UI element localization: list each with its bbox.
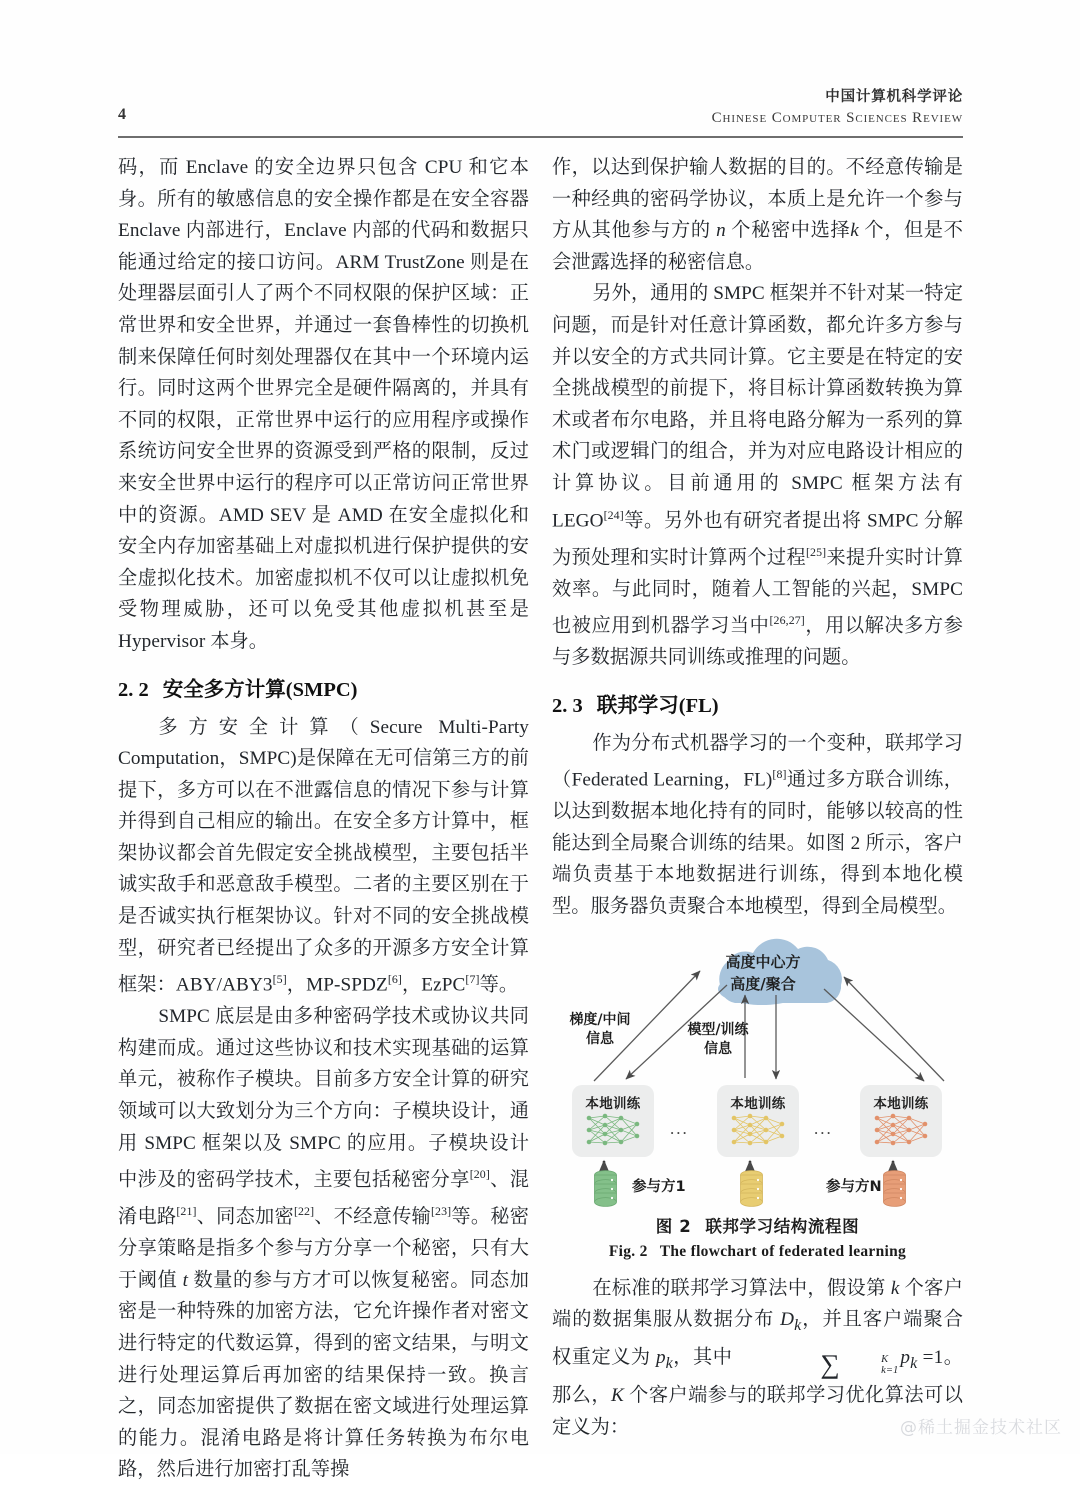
section-number: 2. 2: [118, 678, 149, 701]
citation-ref: [22]: [293, 1204, 315, 1219]
text-run: 、混淆电路: [118, 1169, 529, 1228]
text-run: 个客户端的数据集服从数据分布: [552, 1277, 963, 1331]
citation-ref: [8]: [772, 767, 787, 782]
summation-lower-limit: k=1: [881, 1364, 899, 1376]
citation-ref: [5]: [272, 972, 287, 987]
page-number: 4: [118, 106, 126, 123]
text-run: 来提升实时计算效率。与此同时，随着人工智能的兴起，SMPC 也被应用到机器学习当中: [552, 546, 963, 637]
ellipsis-left: ...: [670, 1118, 689, 1138]
figure-title-en: The flowchart of federated learning: [659, 1242, 907, 1260]
math-variable-n: n: [716, 220, 726, 242]
math-subscript-k: k: [794, 1317, 802, 1335]
citation-ref: [21]: [176, 1204, 197, 1219]
text-run: 通过多方联合训练，以达到数据本地化持有的同时，能够以较高的性能达到全局聚合训练的结果。如图 2 所示，客户端负责基于本地数据进行训练，得到本地化模型。服务器负责聚合本地模型，得到全局模型。: [552, 769, 964, 918]
neural-network-icon: [869, 1111, 933, 1149]
header-divider: [118, 136, 963, 138]
citation-ref: [20]: [469, 1167, 490, 1182]
citation-ref: [7]: [465, 972, 480, 987]
text-run: 数量的参与方才可以恢复秘密。同态加密是一种特殊的加密方法，它允许操作者对密文进行特定的代数运算，得到的密文结果，与明文进行处理运算后再加密的结果保持一致。换言之，同态加密提供了数据在密文域进行处理运算的能力。混淆电路是将计算任务转换为布尔电路，然后进行加密打乱等操: [118, 1269, 529, 1481]
edge-label-gradient: [558, 1011, 642, 1049]
figure-2-canvas: [552, 933, 963, 1211]
math-subscript-k: k: [665, 1354, 673, 1372]
text-run: 个，但是不会泄露选择的秘密信息。: [552, 220, 963, 273]
math-subscript-k: k: [910, 1354, 918, 1372]
text-run: 个秘密中选择: [725, 220, 851, 242]
text-run: 个客户端参与的联邦学习优化算法可以定义为：: [552, 1384, 963, 1438]
text-run: 等。: [479, 974, 519, 996]
text-run: 另外，通用的 SMPC 框架并不针对某一特定问题，而是针对任意计算函数，都允许多方参与并以安全的方式共同计算。它主要是在特定的安全挑战模型的前提下，将目标计算函数转换为算术或者布尔电路，并且将电路分解为一系列的算术门或逻辑门的组合，并为对应电路设计相应的计算协议。目前通用的 SMPC 框架方法有 LEGO: [552, 283, 963, 531]
figure-caption-en: [552, 1243, 963, 1261]
citation-ref: [24]: [603, 507, 624, 522]
section-title: 联邦学习(FL): [596, 694, 719, 717]
math-variable-k: k: [890, 1277, 900, 1299]
local-training-label: 本地训练: [873, 1095, 929, 1112]
neural-network-icon: [581, 1111, 645, 1149]
figure-label-cn: 图 2: [655, 1216, 692, 1236]
math-variable-K: K: [610, 1384, 624, 1406]
text-run: 等。另外也有研究者提出将 SMPC 分解为预处理和实时计算两个过程: [552, 509, 963, 568]
edge-label-model: [676, 1021, 760, 1059]
database-icon-2: [738, 1169, 765, 1209]
edge-label-line2: 信息: [704, 1040, 732, 1057]
database-icon-1: [592, 1169, 619, 1209]
local-training-label: 本地训练: [585, 1095, 641, 1112]
arrow-cloud-to-nodeN: [824, 989, 924, 1081]
citation-ref: [23]: [431, 1204, 452, 1219]
text-run: ，其中: [672, 1346, 738, 1368]
math-variable-p: p: [655, 1346, 666, 1368]
arrow-nodeN-to-cloud: [844, 977, 944, 1081]
citation-ref: [6]: [387, 972, 402, 987]
section-heading-2-3: [552, 689, 963, 722]
citation-ref: [25]: [806, 544, 827, 559]
local-training-node-n: [860, 1085, 942, 1157]
party-label-1: 参与方1: [632, 1178, 686, 1195]
section-heading-2-2: [118, 673, 529, 706]
text-run: 在标准的联邦学习算法中，假设第: [592, 1277, 891, 1299]
paragraph-tee-continued: 码，而 Enclave 的安全边界只包含 CPU 和它本身。所有的敏感信息的安全操作都是在安全容器 Enclave 内部进行，Enclave 内部的代码和数据只能通过给定的接口访问。ARM TrustZone 则是在处理器层面引人了两个不同权限的保护区域：正常世界和安全世界，并通过一套鲁棒性的切换机制来保障任何时刻处理器仅在其中一个环境内运行。同时这两个世界完全是硬件隔离的，并具有不同的权限，正常世界中运行的应用程序或操作系统访问安全世界的资源受到严格的限制，反过来安全世界中运行的程序可以正常访问正常世界中的资源。AMD SEV 是 AMD 在安全虚拟化和安全内存加密基础上对虚拟机进行保护提供的安全虚拟化技术。加密虚拟机不仅可以让虚拟机免受物理威胁，还可以免受其他虚拟机甚至是 Hypervisor 本身。: [118, 157, 529, 652]
text-run: ，MP-SPDZ: [286, 974, 388, 996]
paragraph-smpc-intro: [118, 712, 529, 1002]
local-training-node-1: [572, 1085, 654, 1157]
text-run: ，用以解决多方参与多数据源共同训练或推理的问题。: [552, 615, 963, 669]
figure-title-cn: 联邦学习结构流程图: [705, 1216, 860, 1236]
text-run: ，EzPC: [401, 974, 466, 996]
local-training-node-2: [717, 1085, 799, 1157]
math-variable-D: D: [780, 1309, 795, 1331]
figure-2: [552, 933, 963, 1261]
party-label-n: 参与方N: [826, 1178, 882, 1195]
text-run: =1: [917, 1346, 944, 1368]
left-column: [118, 152, 529, 1486]
paragraph-smpc-layers: [118, 1001, 529, 1486]
ellipsis-right: ...: [814, 1118, 833, 1138]
citation-ref: [26,27]: [769, 613, 805, 628]
section-number: 2. 3: [552, 694, 583, 717]
text-run: 多方安全计算（Secure Multi-Party Computation，SMPC)是保障在无可信第三方的前提下，多方可以在不泄露信息的情况下参与计算并得到自己相应的输出。在安全多方计算中，框架协议都会首先假定安全挑战模型，主要包括半诚实敌手和恶意敌手模型。二者的主要区别在于是否诚实执行框架协议。针对不同的安全挑战模型，研究者已经提出了众多的开源多方安全计算框架：ABY/ABY3: [118, 716, 529, 996]
local-training-label: 本地训练: [730, 1095, 786, 1112]
text-run: 作为分布式机器学习的一个变种，联邦学习（Federated Learning，FL): [552, 732, 963, 791]
text-run: 。那么，: [552, 1346, 963, 1406]
section-title: 安全多方计算(SMPC): [162, 678, 358, 701]
math-variable-k: k: [850, 220, 859, 242]
watermark: @稀土掘金技术社区: [900, 1418, 1062, 1438]
right-column: [552, 152, 963, 1443]
figure-label-en: Fig. 2: [608, 1242, 648, 1260]
paragraph-ot-continued: [552, 152, 963, 278]
summation-upper-limit: K: [881, 1353, 889, 1365]
figure-caption-cn: [552, 1213, 963, 1237]
cloud-label-line1: 高度中心方: [725, 952, 801, 971]
journal-title-en: Chinese Computer Sciences Review: [711, 110, 963, 126]
text-run: ，并且客户端聚合权重定义为: [552, 1309, 963, 1368]
database-icon-n: [881, 1169, 908, 1209]
summation-expression: [740, 1348, 899, 1380]
text-run: 、同态加密: [196, 1206, 294, 1228]
paragraph-smpc-general: [552, 278, 963, 673]
math-variable-p: p: [900, 1346, 911, 1368]
paragraph-fl-intro: [552, 728, 963, 923]
page-header: [118, 84, 963, 138]
text-run: 作，以达到保护输人数据的目的。不经意传输是一种经典的密码学协议，本质上是允许一个参与方从其他参与方的: [552, 157, 963, 242]
cloud-shape: [718, 938, 842, 1004]
neural-network-icon: [726, 1111, 790, 1149]
summation-limits: [841, 1354, 899, 1376]
text-run: SMPC 底层是由多种密码学技术或协议共同构建而成。通过这些协议和技术实现基础的运算单元，被称作子模块。目前多方安全计算的研究领域可以大致划分为三个方向：子模块设计，通用 SMPC 框架以及 SMPC 的应用。子模块设计中涉及的密码学技术，主要包括秘密分享: [118, 1006, 529, 1191]
sigma-glyph: ∑: [820, 1349, 840, 1380]
edge-label-line1: 模型/训练: [687, 1021, 749, 1038]
journal-title-cn: 中国计算机科学评论: [825, 89, 963, 105]
cloud-label-line2: 高度/聚合: [730, 974, 796, 993]
edge-label-line1: 梯度/中间: [569, 1011, 631, 1028]
text-run: 等。秘密分享策略是指多个参与方分享一个秘密，只有大于阈值: [118, 1206, 529, 1291]
text-run: 、不经意传输: [314, 1206, 431, 1228]
math-variable-t: t: [182, 1269, 189, 1291]
edge-label-line2: 信息: [586, 1030, 614, 1047]
